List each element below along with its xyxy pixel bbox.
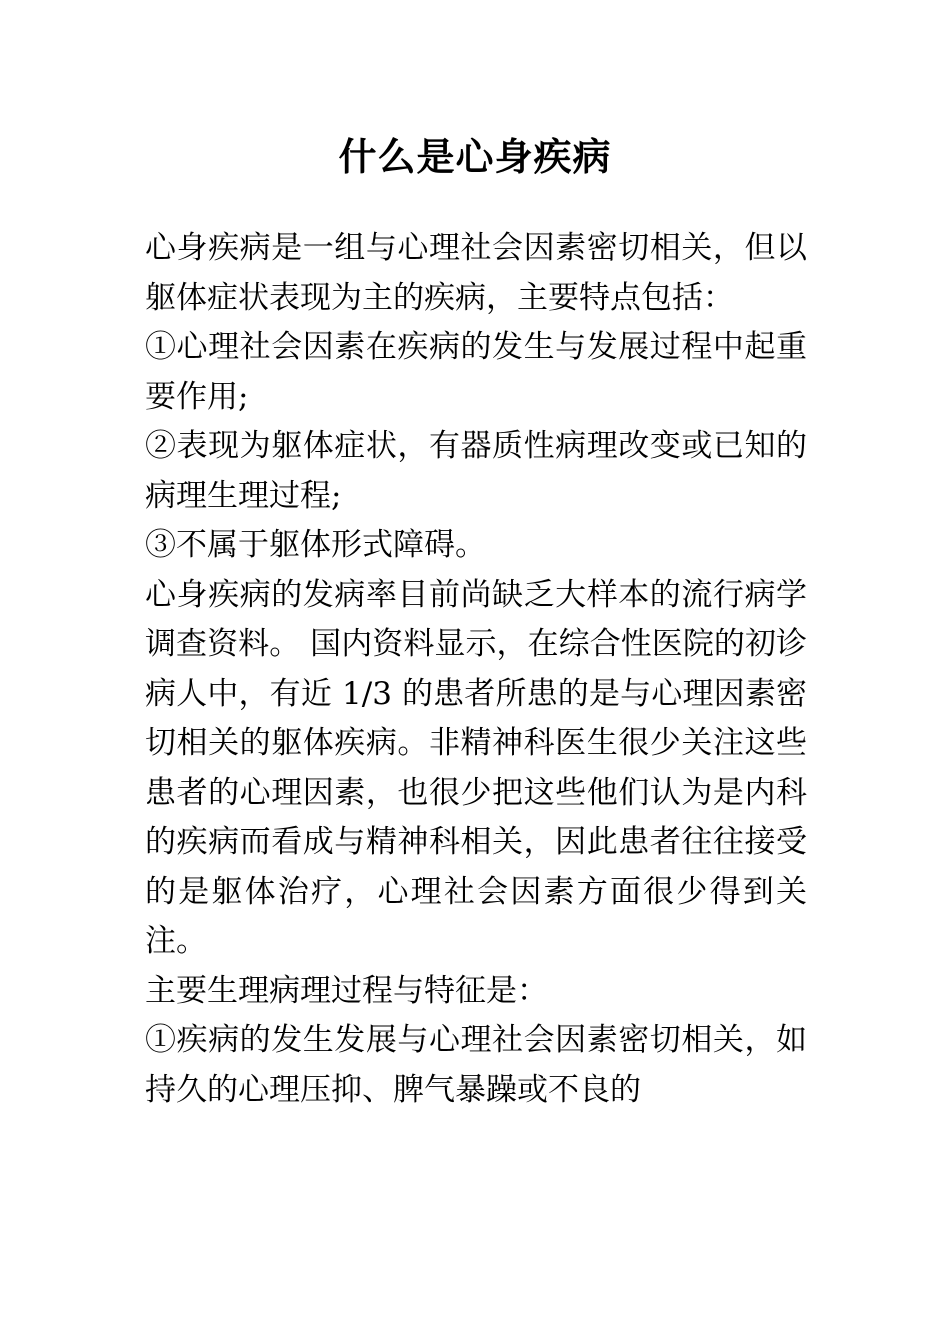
paragraph-feature-1: ①心理社会因素在疾病的发生与发展过程中起重要作用; xyxy=(145,329,807,415)
document-body xyxy=(145,224,807,1115)
paragraph-definition: 心身疾病是一组与心理社会因素密切相关，但以躯体症状表现为主的疾病，主要特点包括： xyxy=(145,230,807,316)
paragraph-feature-2: ②表现为躯体症状，有器质性病理改变或已知的病理生理过程; xyxy=(145,428,807,514)
paragraph-incidence: 心身疾病的发病率目前尚缺乏大样本的流行病学调查资料。 国内资料显示，在综合性医院的初诊病人中，有近 1/3 的患者所患的是与心理因素密切相关的躯体疾病。非精神科医生很少关注这些患者的心理因素，也很少把这些他们认为是内科的疾病而看成与精神科相关，因此患者往往接受的是躯体治疗，心理社会因素方面很少得到关注。 xyxy=(145,576,807,959)
document-title: 什么是心身疾病 xyxy=(338,134,612,180)
paragraph-process-heading: 主要生理病理过程与特征是： xyxy=(145,972,548,1009)
paragraph-process-1: ①疾病的发生发展与心理社会因素密切相关，如持久的心理压抑、脾气暴躁或不良的 xyxy=(145,1022,807,1108)
paragraph-feature-3: ③不属于躯体形式障碍。 xyxy=(145,527,486,563)
